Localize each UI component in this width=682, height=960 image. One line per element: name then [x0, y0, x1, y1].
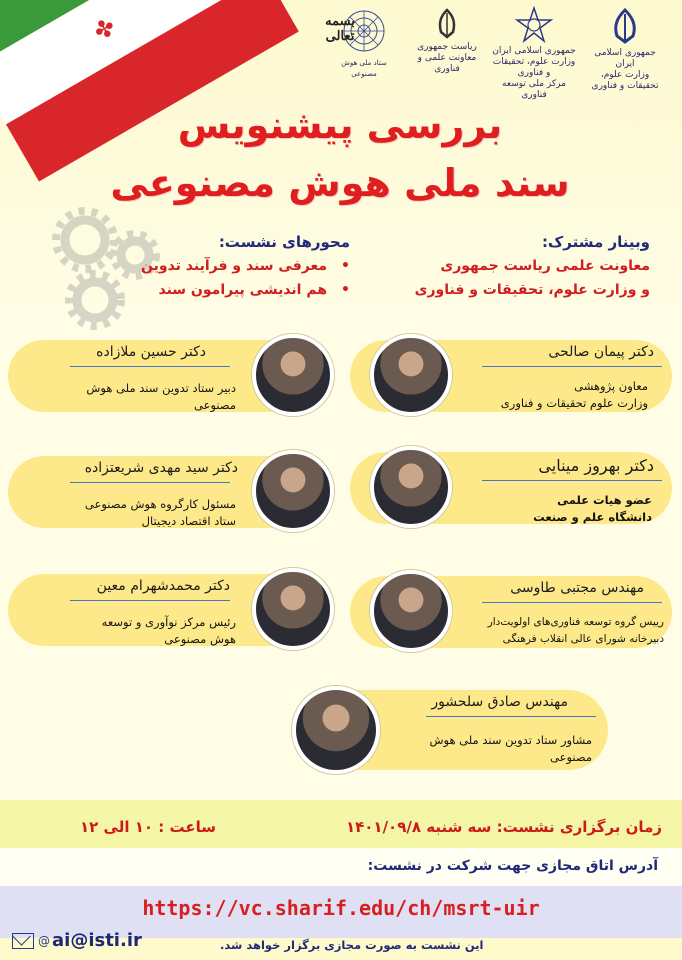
speaker-role: مشاور ستاد تدوین سند ملی هوش مصنوعی — [429, 733, 592, 764]
msrt-emblem-icon — [605, 6, 645, 46]
speaker-card — [304, 690, 608, 770]
speaker-photo — [292, 686, 380, 774]
speaker-photo — [370, 570, 452, 652]
speaker-name: مهندس مجتبی طاوسی — [510, 580, 644, 596]
speaker-name: مهندس صادق سلحشور — [431, 694, 568, 710]
address-label: آدرس اتاق مجازی جهت شرکت در نشست: — [367, 858, 658, 874]
speaker-role: رییس گروه توسعه فناوری‌های اولویت‌دار دبیرخانه شورای عالی انقلاب فرهنگی — [487, 616, 664, 645]
ai-headquarters-logo: ستاد ملی هوش مصنوعی — [334, 6, 394, 80]
msrt-logo: جمهوری اسلامی ایران وزارت علوم، تحقیقات و فناوری — [588, 6, 662, 92]
speaker-card — [350, 576, 672, 648]
title-line-1: بررسی پیشنویس — [177, 103, 503, 147]
webinar-block — [320, 230, 650, 302]
speaker-name: دکتر حسین ملازاده — [96, 344, 206, 360]
speaker-photo — [252, 568, 334, 650]
envelope-icon — [12, 933, 34, 949]
time-text: ساعت : ۱۰ الی ۱۲ — [80, 818, 216, 836]
speaker-name: دکتر سید مهدی شریعتزاده — [84, 460, 238, 476]
speaker-card — [8, 456, 328, 528]
partner-1: معاونت علمی ریاست جمهوری — [440, 258, 650, 274]
speaker-name: دکتر پیمان صالحی — [548, 344, 654, 360]
speaker-role: مسئول کارگروه هوش مصنوعی ستاد اقتصاد دیجیتال — [84, 497, 236, 528]
partner-2: و وزارت علوم، تحقیقات و فناوری — [414, 282, 650, 298]
bismillah-text: بسمه تعالی — [325, 14, 355, 44]
speaker-photo — [370, 334, 452, 416]
speaker-card — [350, 452, 672, 524]
isti-star-icon — [515, 6, 553, 44]
schedule-row — [0, 818, 682, 842]
topic-item: •هم اندیشی پیرامون سند — [158, 282, 350, 298]
presidency-emblem-icon — [430, 6, 464, 40]
bullet-icon: • — [341, 282, 350, 298]
topics-label: محورهای نشست: — [218, 233, 350, 251]
speaker-photo — [252, 450, 334, 532]
speaker-photo — [252, 334, 334, 416]
title-line-2: سند ملی هوش مصنوعی — [110, 161, 570, 205]
webinar-label: وبینار مشترک: — [541, 233, 650, 251]
date-text: زمان برگزاری نشست: سه شنبه ۱۴۰۱/۰۹/۸ — [345, 818, 662, 836]
iran-flag-icon: ✤ — [0, 0, 300, 183]
speaker-card — [8, 574, 328, 646]
speaker-role: عضو هیات علمی دانشگاه علم و صنعت — [533, 493, 652, 524]
speaker-role: معاون پژوهشی وزارت علوم تحقیقات و فناوری — [500, 379, 648, 410]
at-icon: @ — [38, 933, 50, 948]
bullet-icon: • — [341, 258, 350, 274]
virtual-note: این نشست به صورت مجازی برگزار خواهد شد. — [220, 938, 484, 952]
speaker-card — [8, 340, 328, 412]
speaker-name: دکتر بهروز مینایی — [538, 456, 654, 475]
speaker-photo — [370, 446, 452, 528]
presidency-logo: ریاست جمهوری معاونت علمی و فناوری — [412, 6, 482, 75]
topics-block — [100, 230, 350, 302]
topic-item: •معرفی سند و فرآیند تدوین — [141, 258, 350, 274]
email-link[interactable]: ai@isti.ir — [52, 930, 142, 951]
email-contact[interactable] — [12, 930, 142, 954]
meeting-url-link[interactable]: https://vc.sharif.edu/ch/msrt-uir — [142, 896, 540, 920]
speaker-name: دکتر محمدشهرام معین — [96, 578, 230, 594]
speaker-role: دبیر ستاد تدوین سند ملی هوش مصنوعی — [86, 381, 236, 412]
isti-logo: جمهوری اسلامی ایران وزارت علوم، تحقیقات و فناوری مرکز ملی توسعه فناوری — [492, 6, 576, 101]
speaker-role: رئیس مرکز نوآوری و توسعه هوش مصنوعی — [101, 615, 236, 646]
speaker-card — [350, 340, 672, 412]
